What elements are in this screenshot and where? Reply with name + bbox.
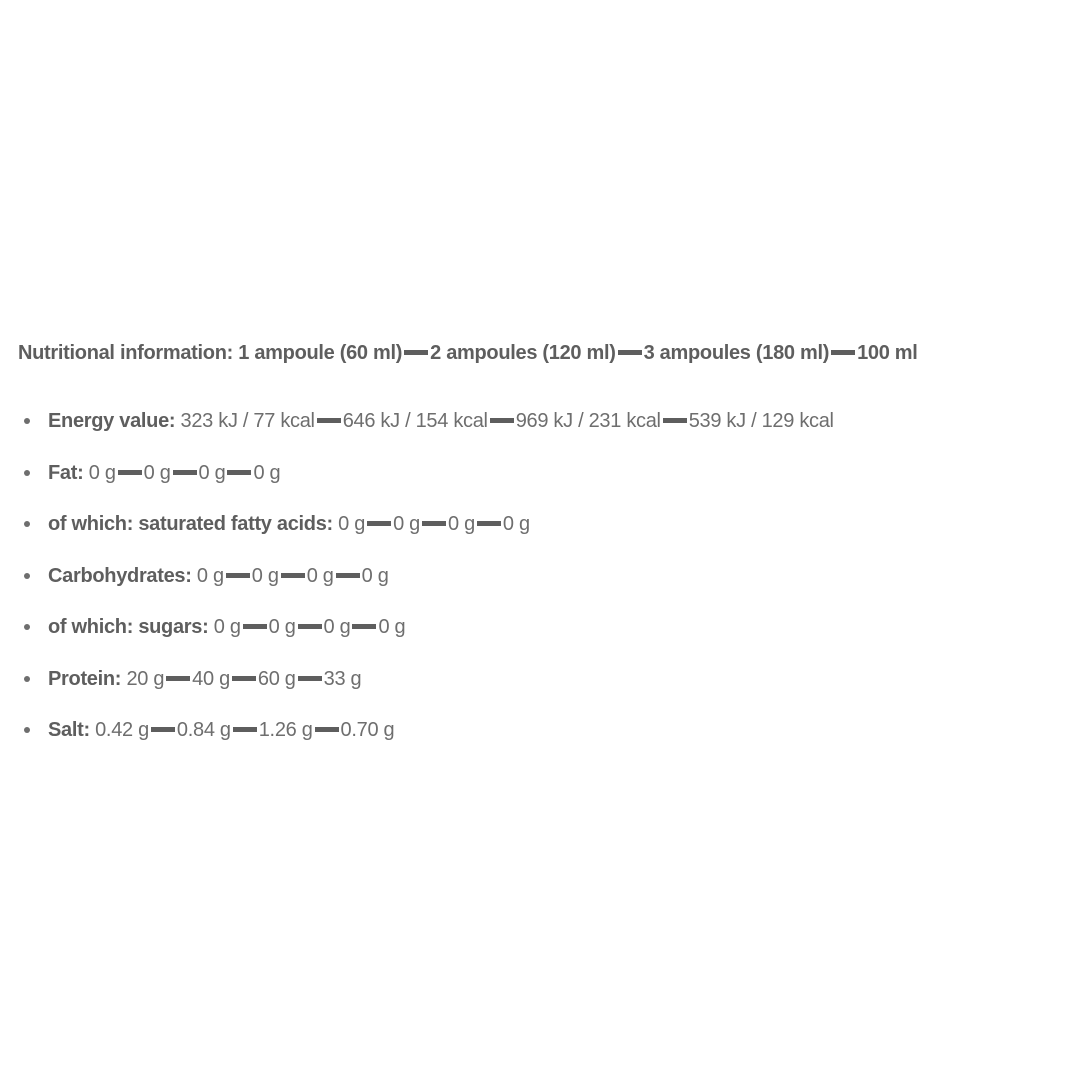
nutrient-value: 0 g [361,564,389,587]
nutrient-label: Fat: [48,461,84,484]
nutrient-value: 0 g [213,616,241,638]
heading-column-3: 3 ampoules (180 ml) [643,342,830,364]
nutrient-value: 0 g [338,513,366,535]
nutrient-fat [18,457,1068,509]
separator-dash [367,521,391,526]
nutrient-value: 0 g [447,513,475,535]
bullet-icon [24,624,30,630]
heading-column-2: 2 ampoules (120 ml) [430,342,616,364]
nutrient-carbohydrates [18,560,1068,612]
nutrient-value: 0 g [393,513,420,535]
heading-label: Nutritional information: [18,342,233,364]
separator-dash [315,727,339,732]
nutrient-label: of which: saturated fatty acids: [48,513,333,535]
heading-column-1: 1 ampoule (60 ml) [238,342,403,364]
nutrient-value: 0 g [143,461,171,484]
bullet-icon [24,727,30,733]
separator-dash [477,521,501,526]
nutrient-label: Energy value: [48,410,176,432]
nutrient-sugars [18,611,1068,663]
nutrient-value: 0 g [378,616,406,638]
separator-dash [422,521,446,526]
separator-dash [232,676,256,681]
nutrient-value: 33 g [323,667,362,690]
nutrient-value: 323 kJ / 77 kcal [180,410,315,432]
nutrient-value: 60 g [257,667,296,690]
nutrient-label: of which: sugars: [48,616,209,638]
separator-dash [227,470,251,475]
bullet-icon [24,573,30,579]
nutrient-value: 0 g [198,461,226,484]
nutrient-value: 0 g [88,461,116,484]
nutrient-value: 539 kJ / 129 kcal [688,410,834,432]
separator-dash [831,350,855,355]
heading-column-4: 100 ml [857,342,918,364]
separator-dash [118,470,142,475]
nutrient-value: 0 g [502,513,530,535]
separator-dash [317,418,341,423]
nutrient-value: 0.42 g [95,719,149,741]
nutrient-label: Protein: [48,667,122,690]
separator-dash [151,727,175,732]
separator-dash [404,350,428,355]
nutrient-value: 0 g [306,564,334,587]
separator-dash [233,727,257,732]
separator-dash [281,573,305,578]
nutrient-value: 0 g [323,616,351,638]
separator-dash [298,676,322,681]
bullet-icon [24,470,30,476]
separator-dash [166,676,190,681]
separator-dash [243,624,267,629]
nutrient-value: 0 g [196,564,224,587]
nutrient-list [18,405,1068,766]
nutrient-value: 0 g [268,616,296,638]
nutrient-energy [18,405,1068,457]
nutrient-protein [18,663,1068,715]
nutrient-label: Salt: [48,719,90,741]
nutrient-value: 1.26 g [258,719,313,741]
nutrient-salt [18,714,1068,766]
nutrition-heading [18,337,1068,369]
nutrient-value: 646 kJ / 154 kcal [342,410,488,432]
separator-dash [490,418,514,423]
nutrient-value: 969 kJ / 231 kcal [515,410,661,432]
nutrient-saturated-fat [18,508,1068,560]
separator-dash [352,624,376,629]
separator-dash [226,573,250,578]
separator-dash [618,350,642,355]
nutrition-panel [18,337,1068,766]
nutrient-value: 0 g [253,461,281,484]
bullet-icon [24,676,30,682]
separator-dash [336,573,360,578]
nutrient-value: 0.70 g [340,719,395,741]
separator-dash [663,418,687,423]
nutrient-value: 0.84 g [176,719,231,741]
bullet-icon [24,418,30,424]
separator-dash [298,624,322,629]
nutrient-value: 0 g [251,564,279,587]
bullet-icon [24,521,30,527]
separator-dash [173,470,197,475]
nutrient-value: 20 g [126,667,165,690]
nutrient-label: Carbohydrates: [48,564,192,587]
nutrient-value: 40 g [192,667,230,690]
